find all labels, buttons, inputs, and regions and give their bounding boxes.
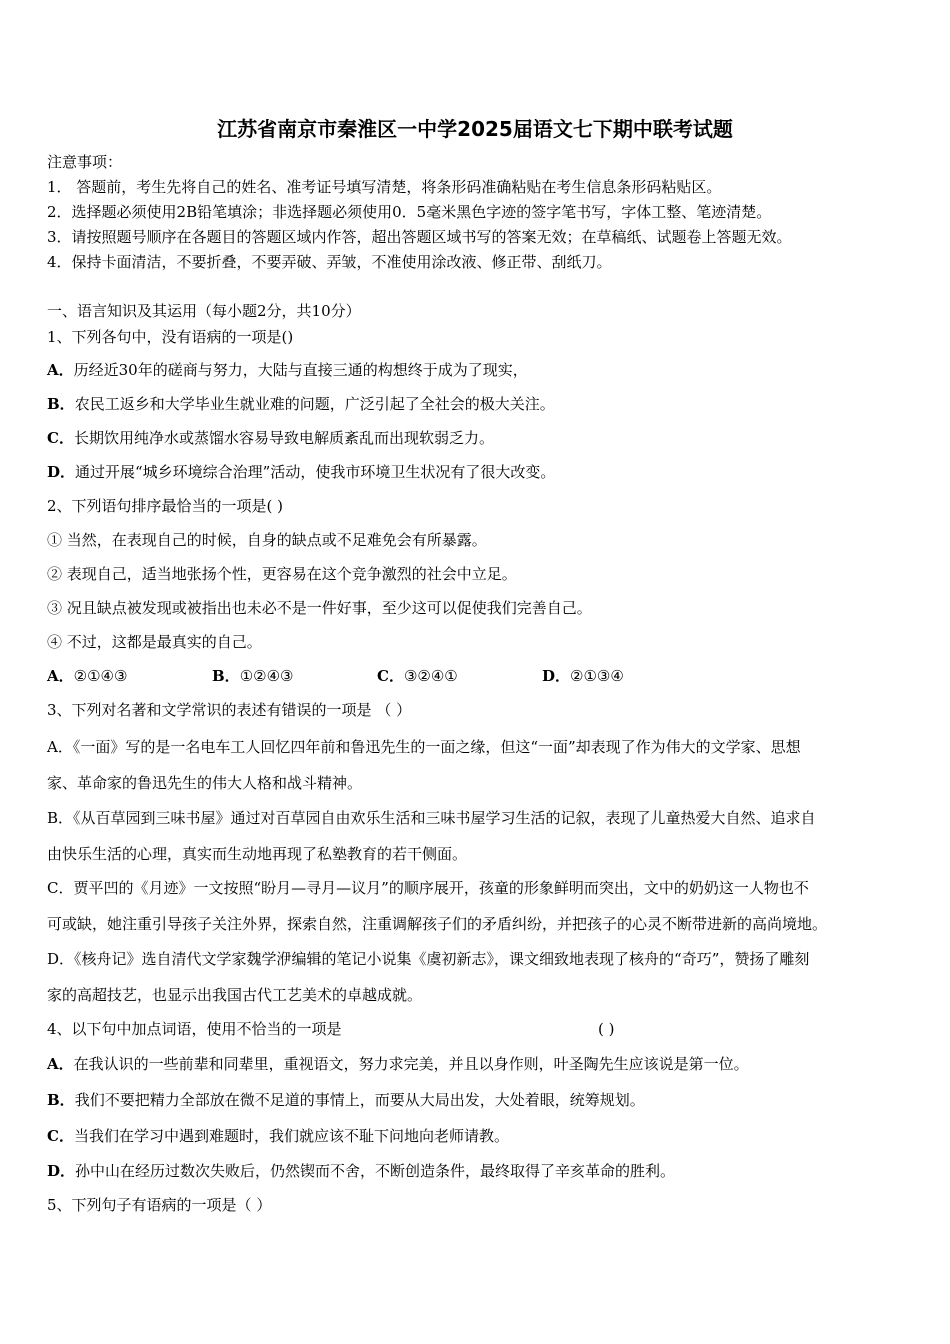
q2-stem: 2、下列语句排序最恰当的一项是( ) — [47, 497, 284, 515]
q1-option-d — [47, 462, 555, 482]
q2-option-c-label: C． — [377, 667, 404, 685]
notice-item-4: 4．保持卡面清洁，不要折叠，不要弄破、弄皱，不准使用涂改液、修正带、刮纸刀。 — [47, 253, 612, 271]
q3-option-b-line-2: 由快乐生活的心理，真实而生动地再现了私塾教育的若干侧面。 — [47, 845, 468, 863]
q2-option-a — [47, 666, 212, 686]
q1-option-c-text: 长期饮用纯净水或蒸馏水容易导致电解质紊乱而出现软弱乏力。 — [73, 429, 494, 447]
q1-option-d-text: 通过开展“城乡环境综合治理”活动，使我市环境卫生状况有了很大改变。 — [75, 463, 556, 481]
q3-option-a-line-1: A．《一面》写的是一名电车工人回忆四年前和鲁迅先生的一面之缘，但这“一面”却表现了作为伟大的文学家、思想 — [47, 738, 801, 756]
q3-option-d-line-2: 家的高超技艺，也显示出我国古代工艺美术的卓越成就。 — [47, 986, 423, 1004]
notice-item-2: 2．选择题必须使用2B铅笔填涂；非选择题必须使用0．5毫米黑色字迹的签字笔书写，字体工整、笔迹清楚。 — [47, 203, 772, 221]
q5-stem: 5、下列句子有语病的一项是（ ） — [47, 1196, 272, 1214]
q3-option-c-line-2: 可或缺，她注重引导孩子关注外界，探索自然，注重调解孩子们的矛盾纠纷，并把孩子的心灵不断带进新的高尚境地。 — [47, 915, 828, 933]
q4-option-c-text: 当我们在学习中遇到难题时，我们就应该不耻下问地向老师请教。 — [73, 1127, 509, 1145]
q2-options — [47, 666, 624, 686]
q4-option-b — [47, 1090, 645, 1110]
q4-option-b-label: B． — [47, 1091, 75, 1109]
q1-stem: 1、下列各句中，没有语病的一项是() — [47, 328, 294, 346]
q2-option-c-text: ③②④① — [403, 667, 458, 685]
q1-option-a-text: 历经近30年的磋商与努力，大陆与直接三通的构想终于成为了现实， — [73, 361, 528, 379]
q2-option-a-text: ②①④③ — [73, 667, 128, 685]
q4-option-a — [47, 1054, 749, 1074]
q1-option-d-label: D． — [47, 463, 76, 481]
q4-option-c-label: C． — [47, 1127, 74, 1145]
q2-option-b-label: B． — [212, 667, 240, 685]
q2-sentence-3: ③ 况且缺点被发现或被指出也未必不是一件好事，至少这可以促使我们完善自己。 — [47, 599, 592, 617]
q2-option-a-label: A． — [47, 667, 74, 685]
q1-option-b-label: B． — [47, 395, 75, 413]
q2-option-b-text: ①②④③ — [239, 667, 294, 685]
q1-option-a — [47, 360, 528, 380]
section-heading: 一、语言知识及其运用（每小题2分，共10分） — [47, 302, 361, 320]
q4-option-b-text: 我们不要把精力全部放在微不足道的事情上，而要从大局出发，大处着眼，统筹规划。 — [74, 1091, 645, 1109]
q3-option-b-line-1: B．《从百草园到三味书屋》通过对百草园自由欢乐生活和三味书屋学习生活的记叙，表现了儿童热爱大自然、追求自 — [47, 809, 816, 827]
q3-option-d-line-1: D．《核舟记》选自清代文学家魏学洢编辑的笔记小说集《虞初新志》，课文细致地表现了核舟的“奇巧”，赞扬了雕刻 — [47, 950, 810, 968]
q2-option-b — [212, 666, 377, 686]
q4-option-c — [47, 1126, 509, 1146]
q2-sentence-1: ① 当然，在表现自己的时候，自身的缺点或不足难免会有所暴露。 — [47, 531, 487, 549]
q3-stem: 3、下列对名著和文学常识的表述有错误的一项是 （ ） — [47, 701, 412, 719]
notice-item-1: 1． 答题前，考生先将自己的姓名、准考证号填写清楚，将条形码准确粘贴在考生信息条形码粘贴区。 — [47, 178, 722, 196]
notice-item-3: 3．请按照题号顺序在各题目的答题区域内作答，超出答题区域书写的答案无效；在草稿纸、试题卷上答题无效。 — [47, 228, 792, 246]
q1-option-b-text: 农民工返乡和大学毕业生就业难的问题，广泛引起了全社会的极大关注。 — [74, 395, 555, 413]
page-title: 江苏省南京市秦淮区一中学2025届语文七下期中联考试题 — [217, 117, 733, 141]
q2-option-d-text: ②①③④ — [570, 667, 624, 685]
q4-option-d-label: D． — [47, 1162, 76, 1180]
q2-sentence-2: ② 表现自己，适当地张扬个性，更容易在这个竞争激烈的社会中立足。 — [47, 565, 517, 583]
q2-option-c — [377, 666, 542, 686]
q1-option-c — [47, 428, 494, 448]
q4-answer-blank: ( ) — [598, 1020, 615, 1038]
q1-option-c-label: C． — [47, 429, 74, 447]
q2-option-d — [542, 666, 624, 686]
q4-option-a-text: 在我认识的一些前辈和同辈里，重视语文，努力求完美，并且以身作则，叶圣陶先生应该说是第一位。 — [73, 1055, 749, 1073]
q4-option-d-text: 孙中山在经历过数次失败后，仍然锲而不舍，不断创造条件，最终取得了辛亥革命的胜利。 — [75, 1162, 676, 1180]
q3-option-a-line-2: 家、革命家的鲁迅先生的伟大人格和战斗精神。 — [47, 774, 363, 792]
q3-option-c-line-1: C．贾平凹的《月迹》一文按照“盼月—寻月—议月”的顺序展开，孩童的形象鲜明而突出，文中的奶奶这一人物也不 — [47, 879, 809, 897]
q2-sentence-4: ④ 不过，这都是最真实的自己。 — [47, 633, 262, 651]
q1-option-a-label: A． — [47, 361, 74, 379]
q4-stem: 4、以下句中加点词语，使用不恰当的一项是 — [47, 1020, 342, 1038]
q4-option-d — [47, 1161, 675, 1181]
q2-option-d-label: D． — [542, 667, 571, 685]
notice-heading: 注意事项： — [47, 153, 123, 171]
q4-option-a-label: A． — [47, 1055, 74, 1073]
q1-option-b — [47, 394, 555, 414]
